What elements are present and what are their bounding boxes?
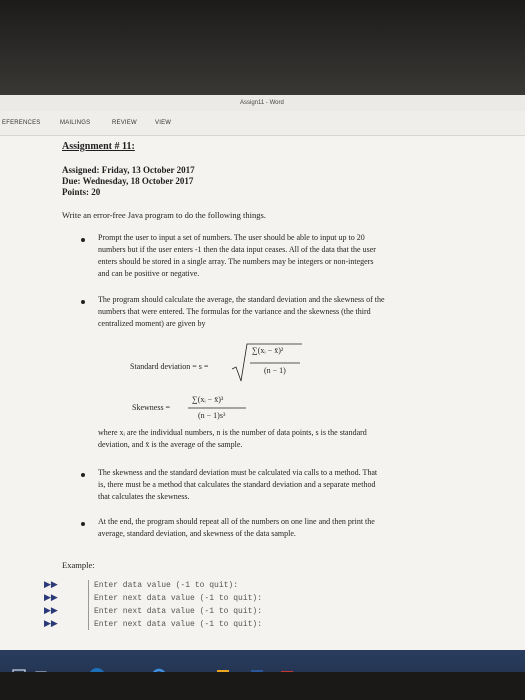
example-line: Enter next data value (-1 to quit): [94, 620, 263, 629]
tab-mailings[interactable]: MAILINGS [60, 120, 91, 126]
window-title: Assign11 - Word [240, 100, 284, 106]
bullet4-line1: At the end, the program should repeat all of the numbers on one line and then print the [98, 517, 375, 526]
bullet1-line3: enters should be stored in a single array. The numbers may be integers or non-integers [98, 257, 374, 266]
skew-fraction-line [188, 406, 248, 410]
play-arrow-icon: ▶▶ [44, 606, 58, 616]
bullet2-line3: centralized moment) are given by [98, 319, 206, 328]
bullet3-line2: is, there must be a method that calculates the standard deviation and a separate method [98, 480, 376, 489]
due-date: Due: Wednesday, 18 October 2017 [62, 176, 194, 186]
bullet-marker [81, 238, 85, 242]
skew-label: Skewness = [132, 403, 171, 412]
bullet-marker [81, 473, 85, 477]
assigned-date: Assigned: Friday, 13 October 2017 [62, 165, 195, 175]
example-line: Enter next data value (-1 to quit): [94, 594, 263, 603]
document-area[interactable] [0, 136, 525, 650]
example-line: Enter data value (-1 to quit): [94, 581, 239, 590]
bullet1-line4: and can be positive or negative. [98, 269, 200, 278]
tab-review[interactable]: REVIEW [112, 120, 137, 126]
bullet-marker [81, 300, 85, 304]
where-line2: deviation, and x̄ is the average of the sample. [98, 440, 243, 449]
bullet2-line2: numbers that were entered. The formulas for the variance and the skewness (the third [98, 307, 371, 316]
bullet2-line1: The program should calculate the average, the standard deviation and the skewness of the [98, 295, 385, 304]
bullet3-line1: The skewness and the standard deviation must be calculated via calls to a method. That [98, 468, 378, 477]
play-arrow-icon: ▶▶ [44, 619, 58, 629]
assignment-heading: Assignment # 11: [62, 141, 135, 152]
skew-numerator: ∑(xᵢ − x̄)³ [192, 395, 224, 404]
document-page[interactable] [40, 136, 510, 650]
bullet3-line3: that calculates the skewness. [98, 492, 190, 501]
example-line: Enter next data value (-1 to quit): [94, 607, 263, 616]
example-label: Example: [62, 560, 95, 570]
monitor-bezel [0, 0, 525, 95]
play-arrow-icon: ▶▶ [44, 593, 58, 603]
play-arrow-icon: ▶▶ [44, 580, 58, 590]
sd-numerator: ∑(xᵢ − x̄)² [252, 346, 284, 355]
bullet1-line1: Prompt the user to input a set of numbers. The user should be able to input up to 20 [98, 233, 365, 242]
bullet-marker [81, 522, 85, 526]
intro-text: Write an error-free Java program to do the following things. [62, 210, 266, 220]
points: Points: 20 [62, 187, 101, 197]
title-bar [0, 95, 525, 111]
ribbon-tabs [0, 111, 525, 136]
sd-denominator: (n − 1) [264, 366, 286, 375]
tab-view[interactable]: VIEW [155, 120, 172, 126]
word-window [0, 95, 525, 650]
console-divider [88, 580, 89, 630]
where-line1: where xᵢ are the individual numbers, n is the number of data points, s is the standard [98, 428, 367, 437]
bullet4-line2: average, standard deviation, and skewness of the data sample. [98, 529, 296, 538]
sd-label: Standard deviation = s = [130, 362, 209, 371]
monitor-bezel-bottom [0, 672, 525, 700]
tab-references[interactable]: EFERENCES [2, 120, 41, 126]
bullet1-line2: numbers but if the user enters -1 then the data input ceases. All of the data that the user [98, 245, 376, 254]
skew-denominator: (n − 1)s³ [198, 411, 226, 420]
